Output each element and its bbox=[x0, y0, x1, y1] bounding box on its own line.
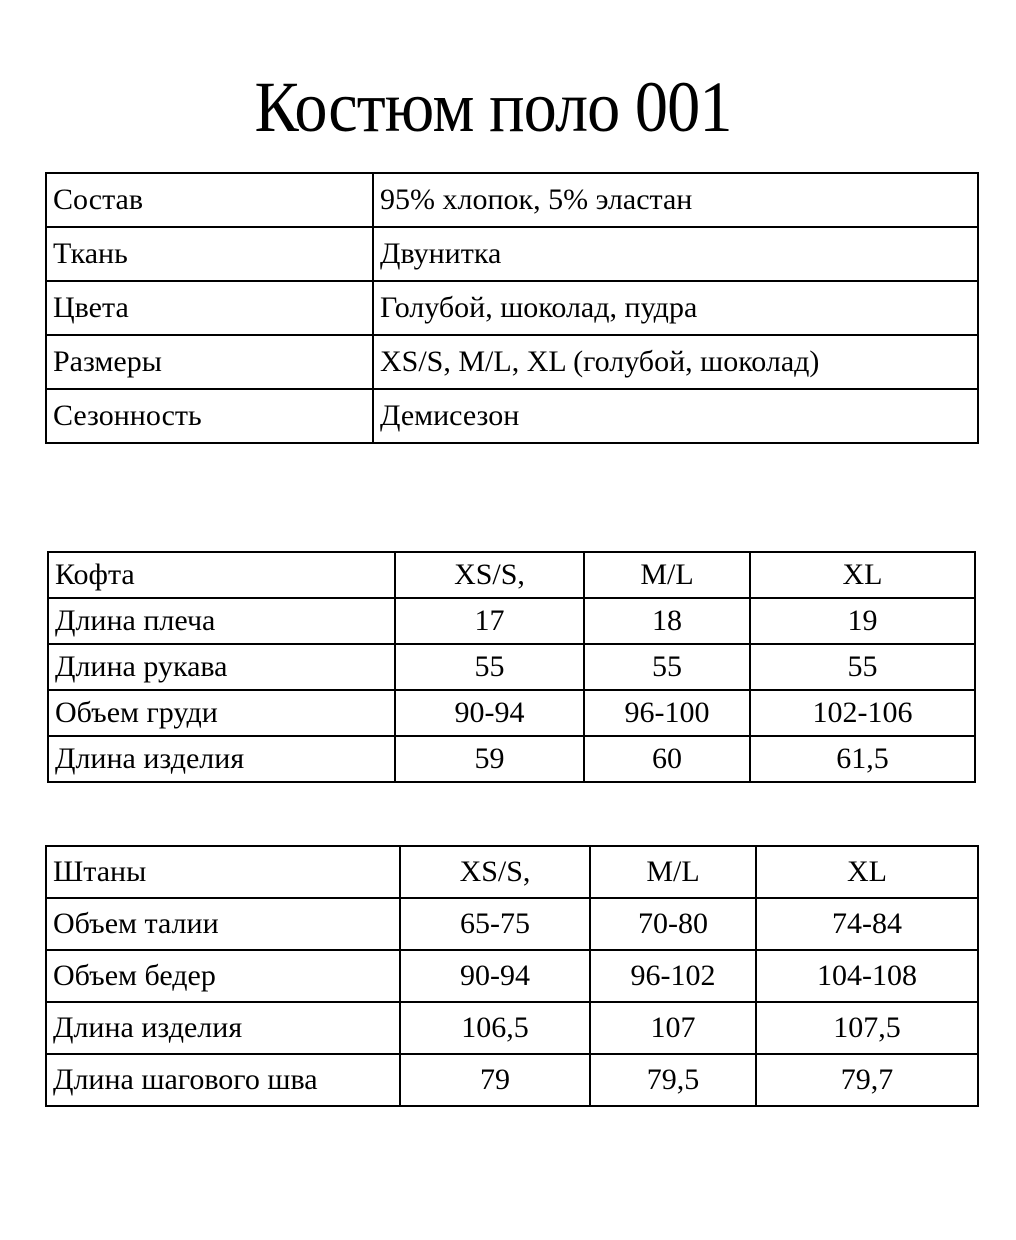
table-row bbox=[48, 598, 975, 644]
measure-label: Длина шагового шва bbox=[46, 1054, 400, 1106]
table-cell: 106,5 bbox=[400, 1002, 590, 1054]
column-header: Кофта bbox=[48, 552, 395, 598]
table-cell: 79,7 bbox=[756, 1054, 978, 1106]
table-row bbox=[48, 690, 975, 736]
info-value: 95% хлопок, 5% эластан bbox=[373, 173, 978, 227]
table-cell: 96-102 bbox=[590, 950, 756, 1002]
table-cell: 55 bbox=[750, 644, 975, 690]
measure-label: Длина изделия bbox=[48, 736, 395, 782]
table-cell: 79 bbox=[400, 1054, 590, 1106]
table-cell: 96-100 bbox=[584, 690, 750, 736]
info-value: Демисезон bbox=[373, 389, 978, 443]
pants-size-table bbox=[45, 845, 979, 1107]
product-info-table bbox=[45, 172, 979, 444]
measure-label: Длина рукава bbox=[48, 644, 395, 690]
table-row bbox=[48, 644, 975, 690]
table-cell: 104-108 bbox=[756, 950, 978, 1002]
measure-label: Длина плеча bbox=[48, 598, 395, 644]
measure-label: Длина изделия bbox=[46, 1002, 400, 1054]
column-header: M/L bbox=[584, 552, 750, 598]
info-label: Размеры bbox=[46, 335, 373, 389]
info-value: XS/S, M/L, XL (голубой, шоколад) bbox=[373, 335, 978, 389]
table-row bbox=[46, 281, 978, 335]
table-cell: 70-80 bbox=[590, 898, 756, 950]
table-header-row bbox=[46, 846, 978, 898]
measure-label: Объем талии bbox=[46, 898, 400, 950]
table-row bbox=[46, 173, 978, 227]
info-value: Голубой, шоколад, пудра bbox=[373, 281, 978, 335]
info-label: Сезонность bbox=[46, 389, 373, 443]
table-cell: 18 bbox=[584, 598, 750, 644]
measure-label: Объем бедер bbox=[46, 950, 400, 1002]
table-cell: 65-75 bbox=[400, 898, 590, 950]
table-row bbox=[46, 950, 978, 1002]
column-header: XS/S, bbox=[395, 552, 584, 598]
jacket-size-table bbox=[47, 551, 976, 783]
info-label: Ткань bbox=[46, 227, 373, 281]
table-cell: 90-94 bbox=[395, 690, 584, 736]
column-header: XL bbox=[750, 552, 975, 598]
table-cell: 19 bbox=[750, 598, 975, 644]
table-row bbox=[46, 898, 978, 950]
column-header: M/L bbox=[590, 846, 756, 898]
table-cell: 55 bbox=[395, 644, 584, 690]
page-title: Костюм поло 001 bbox=[254, 67, 732, 147]
table-row bbox=[46, 1002, 978, 1054]
info-label: Цвета bbox=[46, 281, 373, 335]
table-cell: 59 bbox=[395, 736, 584, 782]
table-cell: 61,5 bbox=[750, 736, 975, 782]
column-header: Штаны bbox=[46, 846, 400, 898]
table-row bbox=[46, 1054, 978, 1106]
measure-label: Объем груди bbox=[48, 690, 395, 736]
table-cell: 74-84 bbox=[756, 898, 978, 950]
table-header-row bbox=[48, 552, 975, 598]
table-cell: 90-94 bbox=[400, 950, 590, 1002]
table-cell: 102-106 bbox=[750, 690, 975, 736]
table-cell: 107,5 bbox=[756, 1002, 978, 1054]
table-cell: 60 bbox=[584, 736, 750, 782]
table-cell: 79,5 bbox=[590, 1054, 756, 1106]
column-header: XL bbox=[756, 846, 978, 898]
table-cell: 55 bbox=[584, 644, 750, 690]
table-cell: 107 bbox=[590, 1002, 756, 1054]
table-row bbox=[46, 227, 978, 281]
column-header: XS/S, bbox=[400, 846, 590, 898]
table-row bbox=[46, 335, 978, 389]
info-label: Состав bbox=[46, 173, 373, 227]
table-cell: 17 bbox=[395, 598, 584, 644]
table-row bbox=[48, 736, 975, 782]
info-value: Двунитка bbox=[373, 227, 978, 281]
table-row bbox=[46, 389, 978, 443]
